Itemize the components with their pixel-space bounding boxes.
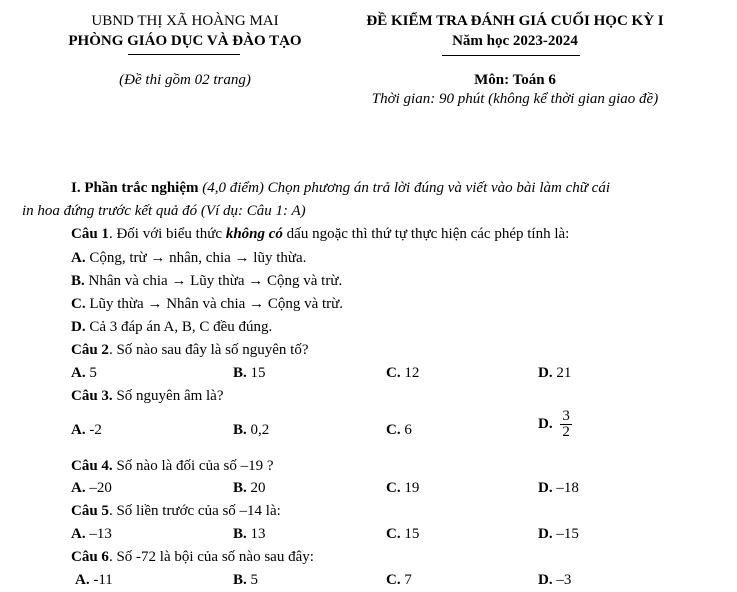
section-title: I. Phần trắc nghiệm (4,0 điểm) Chọn phương án trả lời đúng và viết vào bài làm chữ cái bbox=[71, 180, 610, 196]
question-3: Câu 3. Số nguyên âm là? bbox=[71, 388, 224, 404]
q2-option-b: B. 15 bbox=[233, 365, 266, 381]
fraction bbox=[560, 409, 572, 440]
q6-option-b: B. 5 bbox=[233, 572, 259, 588]
pages-note: (Đề thi gồm 02 trang) bbox=[119, 72, 251, 88]
exam-time: Thời gian: 90 phút (không kể thời gian giao đề) bbox=[371, 91, 659, 107]
q4-option-b: B. 20 bbox=[233, 480, 266, 496]
q5-option-b: B. 13 bbox=[233, 526, 266, 542]
q4-option-a: A. –20 bbox=[71, 480, 112, 496]
header-left-underline bbox=[128, 54, 240, 55]
q6-option-c: C. 7 bbox=[386, 572, 412, 588]
fraction-denominator: 2 bbox=[562, 424, 570, 440]
q3-option-c: C. 6 bbox=[386, 422, 412, 438]
exam-title: ĐỀ KIỂM TRA ĐÁNH GIÁ CUỐI HỌC KỲ I bbox=[366, 13, 664, 29]
department-name: UBND THỊ XÃ HOÀNG MAI bbox=[91, 13, 279, 29]
question-6: Câu 6. Số -72 là bội của số nào sau đây: bbox=[71, 549, 314, 565]
q3-option-b: B. 0,2 bbox=[233, 422, 270, 438]
q1-option-c: C. Lũy thừa → Nhân và chia → Cộng và trừ. bbox=[71, 296, 344, 312]
q6-option-d: D. –3 bbox=[538, 572, 572, 588]
q5-option-a: A. –13 bbox=[71, 526, 112, 542]
question-2: Câu 2. Số nào sau đây là số nguyên tố? bbox=[71, 342, 309, 358]
question-5: Câu 5. Số liền trước của số –14 là: bbox=[71, 503, 281, 519]
q5-option-d: D. –15 bbox=[538, 526, 579, 542]
q1-option-b: B. Nhân và chia → Lũy thừa → Cộng và trừ. bbox=[71, 273, 343, 289]
q4-option-d: D. –18 bbox=[538, 480, 579, 496]
q4-option-c: C. 19 bbox=[386, 480, 420, 496]
q3-option-a: A. -2 bbox=[71, 422, 102, 438]
q2-option-d: D. 21 bbox=[538, 365, 572, 381]
q1-option-a: A. Cộng, trừ → nhân, chia → lũy thừa. bbox=[71, 250, 307, 266]
q2-option-a: A. 5 bbox=[71, 365, 97, 381]
subject: Môn: Toán 6 bbox=[474, 72, 556, 88]
question-4: Câu 4. Số nào là đối của số –19 ? bbox=[71, 458, 274, 474]
q3-option-d: D. $\frac{3}{2}$ bbox=[538, 408, 570, 440]
q2-option-c: C. 12 bbox=[386, 365, 420, 381]
office-name: PHÒNG GIÁO DỤC VÀ ĐÀO TẠO bbox=[68, 33, 302, 49]
question-1: Câu 1. Đối với biểu thức không có dấu ngoặc thì thứ tự thực hiện các phép tính là: bbox=[71, 226, 570, 242]
fraction-numerator: 3 bbox=[562, 408, 570, 424]
header-right-underline bbox=[442, 55, 580, 56]
section-instruction-cont: in hoa đứng trước kết quả đó (Ví dụ: Câu 1: A) bbox=[22, 203, 306, 219]
q1-option-d: D. Cả 3 đáp án A, B, C đều đúng. bbox=[71, 319, 273, 335]
school-year: Năm học 2023-2024 bbox=[452, 33, 578, 49]
q6-option-a: A. -11 bbox=[75, 572, 113, 588]
q5-option-c: C. 15 bbox=[386, 526, 420, 542]
